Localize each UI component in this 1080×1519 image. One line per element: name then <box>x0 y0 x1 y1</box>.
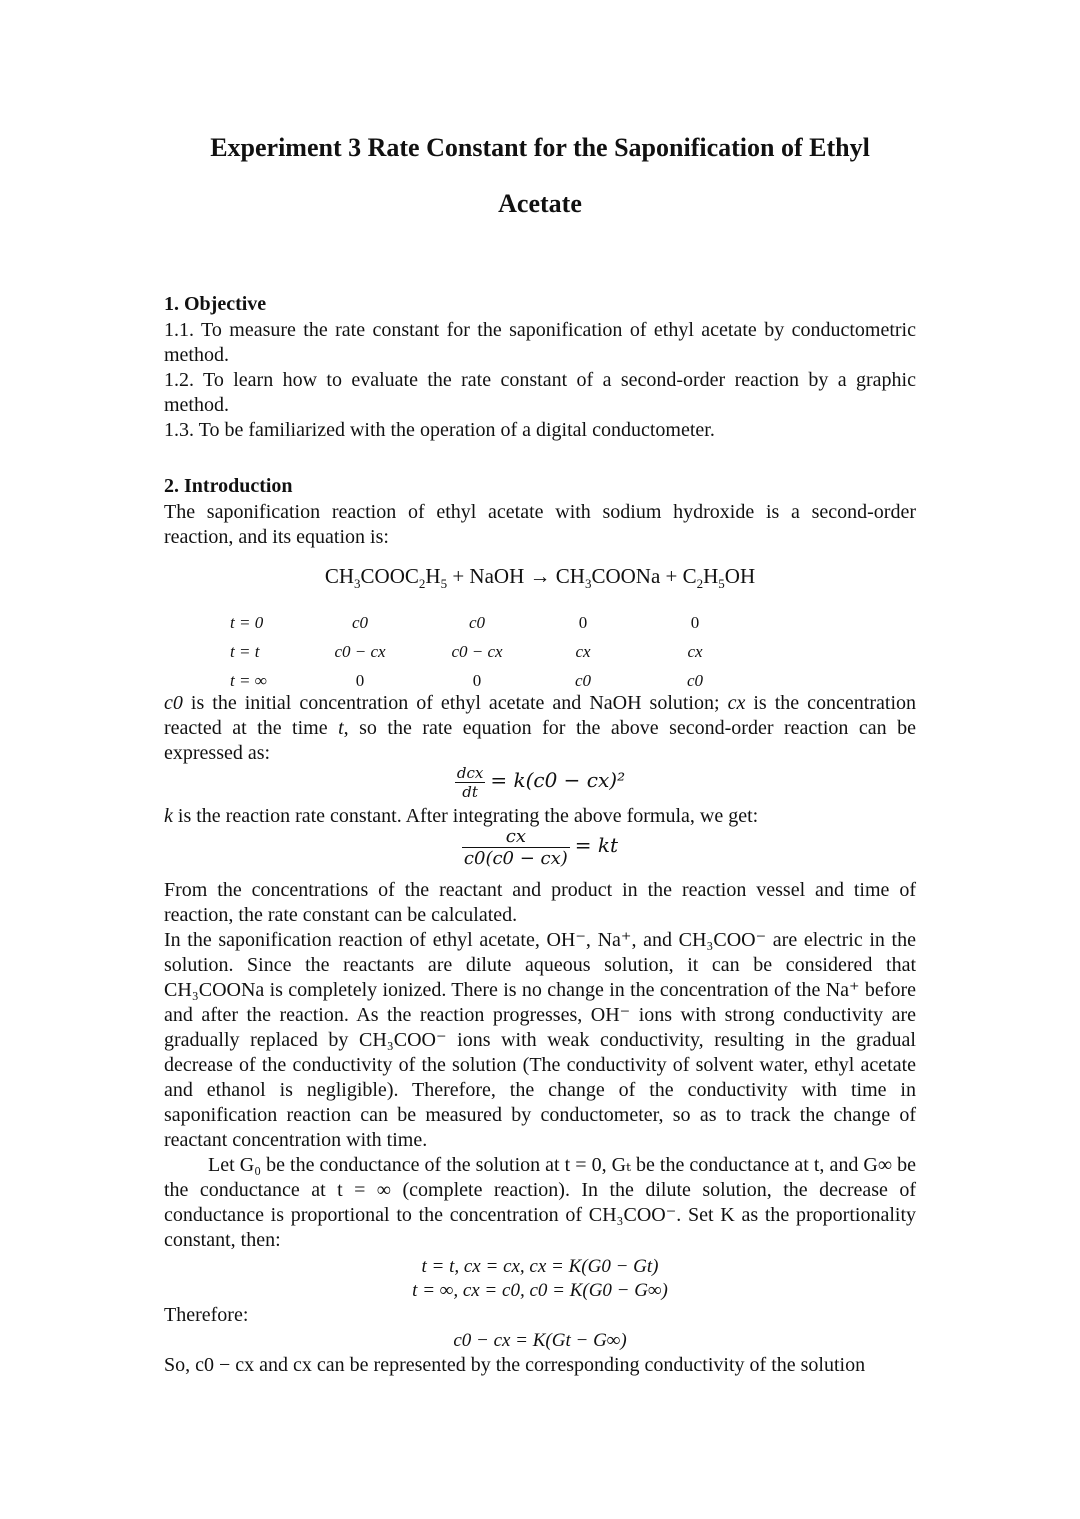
introduction-para-7: So, c0 − cx and cx can be represented by the corresponding conductivity of the solution <box>164 1354 866 1376</box>
product-ethanol: $C_2H_5OH$ <box>682 564 756 592</box>
table-cell: c0 <box>351 612 369 632</box>
table-cell: 0 <box>690 612 700 632</box>
rate-equation <box>164 764 916 801</box>
title-line-2: Acetate <box>498 189 582 218</box>
table-cell: 0 <box>578 612 588 632</box>
table-cell: cx <box>575 641 591 661</box>
title-line-1: Experiment 3 Rate Constant for the Saponification of Ethyl <box>210 133 870 162</box>
rate-eq-rhs: = k(c0 − cx)² <box>490 768 626 793</box>
table-cell: c0 <box>574 670 592 690</box>
objective-heading: 1. Objective <box>164 293 267 315</box>
table-row <box>200 608 754 637</box>
introduction-heading: 2. Introduction <box>164 475 293 497</box>
table-row <box>200 637 754 666</box>
rate-eq-numerator: dcx <box>456 764 484 782</box>
introduction-para-6: Let G₀ be the conductance of the solution at t = 0, Gₜ be the conductance at t, and G∞ be the conductance at t = ∞ (complete reaction). In the dilute solution, the decrease of conductance is proportional to the concentration of CH₃COO⁻. Set K as the proportionality constant, then: <box>164 1154 916 1251</box>
introduction-para-1: The saponification reaction of ethyl acetate with sodium hydroxide is a second-order reaction, and its equation is: <box>164 501 916 548</box>
reaction-arrow: → <box>529 564 551 588</box>
plus-sign: + <box>665 564 678 588</box>
product-sodium-acetate: $CH_3COONa$ <box>555 564 661 592</box>
time-cell: t = ∞ <box>230 670 267 690</box>
introduction-para-4: From the concentrations of the reactant and product in the reaction vessel and time of reaction, the rate constant can be calculated. <box>164 879 916 926</box>
integrated-eq-numerator: cx <box>462 826 570 848</box>
therefore-label: Therefore: <box>164 1304 249 1326</box>
equation-difference: c0 − cx = K(Gt − G∞) <box>453 1330 627 1351</box>
table-cell: 0 <box>355 670 365 690</box>
introduction-para-5: In the saponification reaction of ethyl acetate, OH⁻, Na⁺, and CH₃COO⁻ are electric in the solution. Since the reactants are dilute aqueous solution, it can be considered that CH₃COONa is completely ionized. There is no change in the concentration of the Na⁺ before and after the reaction. As the reaction progresses, OH⁻ ions with strong conductivity are gradually replaced by CH₃COO⁻ ions with weak conductivity, resulting in the gradual decrease of the conductivity of the solution (The conductivity of solvent water, ethyl acetate and ethanol is negligible). Therefore, the change of the conductivity with time in saponification reaction can be measured by conductometer, so as to track the change of reactant concentration with time. <box>164 929 916 1151</box>
concentration-table <box>200 608 754 695</box>
table-cell: 0 <box>472 670 482 690</box>
equation-t: t = t, cx = cx, cx = K(G0 − Gt) <box>421 1256 659 1277</box>
objective-item-3: 1.3. To be familiarized with the operation of a digital conductometer. <box>164 419 715 441</box>
reaction-equation <box>164 564 916 592</box>
rate-eq-denominator: dt <box>462 783 478 801</box>
objective-item-1: 1.1. To measure the rate constant for the saponification of ethyl acetate by conductometric method. <box>164 319 916 366</box>
reactant-ethyl-acetate: $CH_3COOC_2H_5$ <box>324 564 448 592</box>
integrated-eq-denominator: c0(c0 − cx) <box>463 848 568 869</box>
table-cell: cx <box>687 641 703 661</box>
table-cell: c0 − cx <box>451 641 503 661</box>
table-cell: c0 − cx <box>334 641 386 661</box>
reactant-naoh: NaOH <box>469 564 525 588</box>
table-cell: c0 <box>468 612 486 632</box>
introduction-para-3: k is the reaction rate constant. After integrating the above formula, we get: <box>164 805 759 827</box>
objective-item-2: 1.2. To learn how to evaluate the rate constant of a second-order reaction by a graphic method. <box>164 369 916 416</box>
introduction-para-2: c0 is the initial concentration of ethyl acetate and NaOH solution; cx is the concentration reacted at the time t, so the rate equation for the above second-order reaction can be expressed as: <box>164 692 916 764</box>
time-cell: t = 0 <box>230 612 264 632</box>
time-cell: t = t <box>230 641 260 661</box>
plus-sign: + <box>452 564 465 588</box>
table-cell: c0 <box>686 670 704 690</box>
integrated-eq-rhs: = kt <box>574 833 619 858</box>
integrated-equation <box>164 826 916 869</box>
equation-infinity: t = ∞, cx = c0, c0 = K(G0 − G∞) <box>412 1280 668 1301</box>
